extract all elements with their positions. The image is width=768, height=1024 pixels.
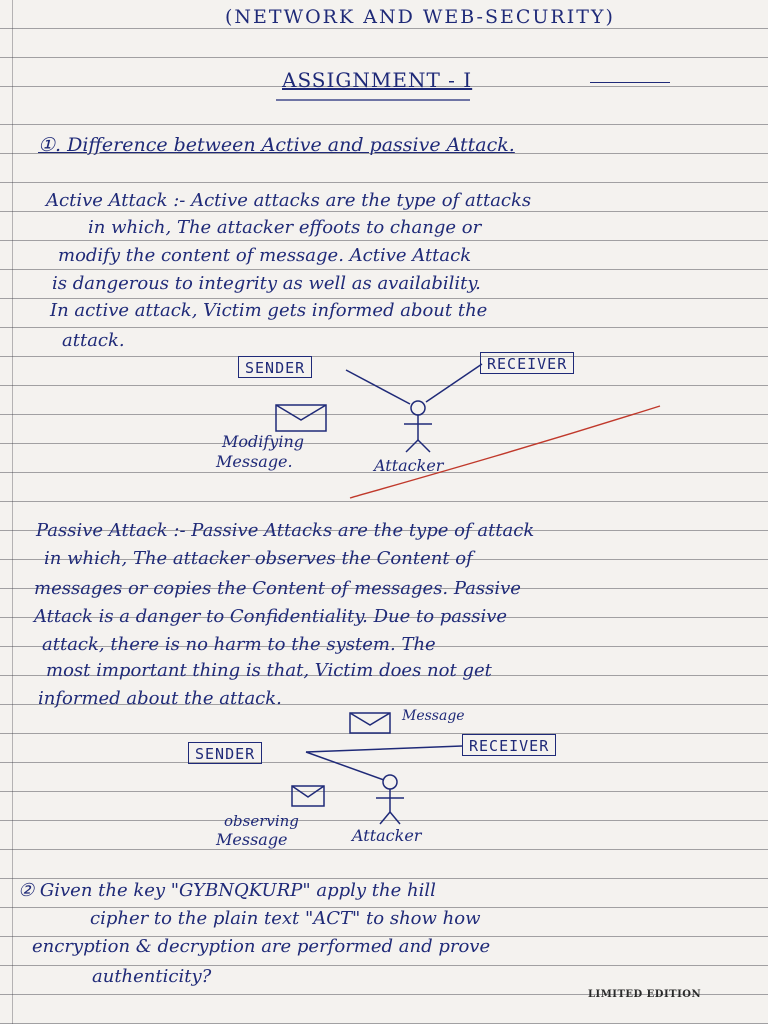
passive-receiver-box: RECEIVER bbox=[462, 734, 556, 756]
passive-line-4: Attack is a danger to Confidentiality. Due to passive bbox=[34, 606, 508, 627]
passive-line-1: Passive Attack :- Passive Attacks are the type of attack bbox=[36, 520, 535, 541]
question-2-line-1: ② Given the key "GYBNQKURP" apply the hill bbox=[18, 880, 436, 901]
active-line-1: Active Attack :- Active attacks are the type of attacks bbox=[46, 190, 532, 211]
passive-message-envelope-icon bbox=[350, 713, 390, 733]
active-sender-attacker-line bbox=[346, 370, 410, 404]
active-line-3: modify the content of message. Active Attack bbox=[58, 245, 472, 266]
subject-header: (NETWORK AND WEB-SECURITY) bbox=[225, 6, 615, 28]
passive-sender-attacker-line bbox=[306, 752, 384, 780]
red-pen-stroke bbox=[350, 406, 660, 498]
active-attacker-label: Attacker bbox=[374, 456, 444, 475]
active-line-5: In active attack, Victim gets informed about the bbox=[50, 300, 488, 321]
active-modifying-label: Modifying bbox=[222, 432, 304, 451]
question-2-line-3: encryption & decryption are performed and prove bbox=[32, 936, 491, 957]
passive-observing-label: observing bbox=[224, 812, 299, 830]
passive-message2-label: Message bbox=[216, 830, 288, 849]
passive-sender-receiver-line bbox=[306, 746, 462, 752]
active-attacker-figure bbox=[404, 401, 432, 452]
passive-line-6: most important thing is that, Victim does not get bbox=[46, 660, 492, 681]
limited-edition-mark: LIMITED EDITION bbox=[588, 989, 702, 1000]
passive-line-5: attack, there is no harm to the system. The bbox=[42, 634, 436, 655]
active-sender-box: SENDER bbox=[238, 356, 312, 378]
passive-line-3: messages or copies the Content of messages. Passive bbox=[34, 578, 521, 599]
passive-attacker-label: Attacker bbox=[352, 826, 422, 845]
passive-message-label: Message bbox=[402, 708, 465, 724]
active-line-6: attack. bbox=[62, 330, 125, 351]
passive-line-2: in which, The attacker observes the Content of bbox=[44, 548, 473, 569]
passive-observing-envelope-icon bbox=[292, 786, 324, 806]
active-message-label: Message. bbox=[216, 452, 293, 471]
question-2-line-4: authenticity? bbox=[92, 966, 212, 987]
passive-attacker-figure bbox=[376, 775, 404, 824]
assignment-title: ASSIGNMENT - I bbox=[282, 68, 473, 92]
question-1-heading: ①. Difference between Active and passive Attack. bbox=[38, 134, 515, 156]
active-receiver-attacker-line bbox=[426, 364, 482, 402]
passive-sender-box: SENDER bbox=[188, 742, 262, 764]
passive-line-7: informed about the attack. bbox=[38, 688, 282, 709]
active-receiver-box: RECEIVER bbox=[480, 352, 574, 374]
active-envelope-icon bbox=[276, 405, 326, 431]
question-2-line-2: cipher to the plain text "ACT" to show how bbox=[90, 908, 481, 929]
active-line-4: is dangerous to integrity as well as availability. bbox=[52, 273, 481, 294]
active-line-2: in which, The attacker effoots to change or bbox=[88, 217, 482, 238]
